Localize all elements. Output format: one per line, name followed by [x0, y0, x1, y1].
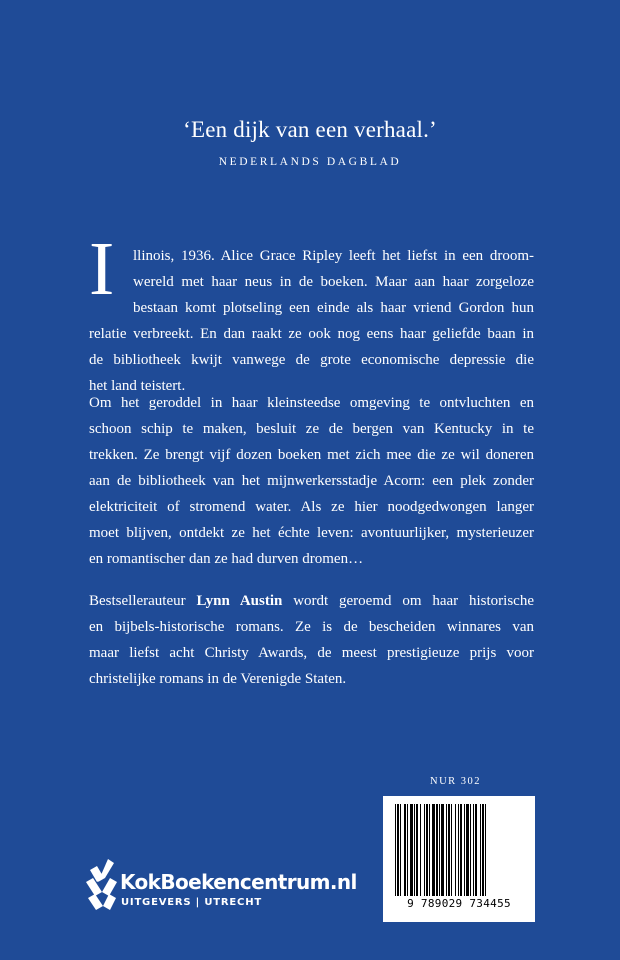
synopsis-line: en romantischer dan ze had durven dromen… — [89, 551, 364, 567]
synopsis-line: aan de bibliotheek van het mijnwerkersstadje Acorn: een plek zonder — [89, 473, 534, 489]
review-quote: ‘Een dijk van een verhaal.’ — [183, 117, 437, 142]
review-source: NEDERLANDS DAGBLAD — [218, 156, 402, 168]
synopsis-line: Om het geroddel in haar kleinsteedse omgeving te ontvluchten en — [89, 395, 534, 411]
synopsis-line: het land teistert. — [89, 378, 186, 394]
author-bio-continuation: wordt geroemd om haar historische — [282, 593, 534, 609]
author-name: Lynn Austin — [196, 593, 283, 609]
author-bio-line: en bijbels-historische romans. Ze is de bescheiden winnares van — [89, 619, 534, 635]
kok-boekencentrum-logo-icon — [84, 858, 118, 920]
author-bio-intro: Bestsellerauteur — [89, 593, 197, 609]
nur-code: NUR 302 — [430, 776, 482, 787]
publisher-name: KokBoekencentrum.nl — [120, 870, 357, 894]
synopsis-line: de bibliotheek kwijt vanwege de grote economische depressie die — [89, 352, 534, 368]
synopsis-line: trekken. Ze brengt vijf dozen boeken met zich mee die ze wil doneren — [89, 447, 534, 463]
synopsis-line: elektriciteit of stromend water. Als ze hier noodgedwongen langer — [89, 499, 534, 515]
barcode — [383, 796, 535, 922]
author-bio — [89, 588, 534, 692]
synopsis-paragraph-1 — [89, 227, 534, 399]
barcode-bars — [383, 796, 535, 896]
publisher-logo — [84, 858, 357, 928]
synopsis-paragraph-2 — [89, 390, 534, 572]
synopsis-line: llinois, 1936. Alice Grace Ripley leeft het liefst in een droom- — [133, 248, 534, 264]
synopsis-line: schoon schip te maken, besluit ze de bergen van Kentucky in te — [89, 421, 534, 437]
author-bio-line: maar liefst acht Christy Awards, de meest prestigieuze prijs voor — [89, 645, 534, 661]
isbn-number: 9 789029 734455 — [407, 897, 511, 910]
synopsis-line: moet blijven, ontdekt ze het échte leven: avontuurlijker, mysterieuzer — [89, 525, 534, 541]
synopsis-line: bestaan komt plotseling een einde als haar vriend Gordon hun — [133, 300, 534, 316]
author-bio-line — [89, 588, 534, 614]
author-bio-line: christelijke romans in de Verenigde Staten. — [89, 671, 347, 687]
drop-cap: I — [89, 227, 115, 311]
publisher-tagline: UITGEVERS | UTRECHT — [121, 897, 262, 908]
synopsis-line: wereld met haar neus in de boeken. Maar aan haar zorgeloze — [133, 274, 534, 290]
synopsis-line: relatie verbreekt. En dan raakt ze ook nog eens haar geliefde baan in — [89, 326, 534, 342]
